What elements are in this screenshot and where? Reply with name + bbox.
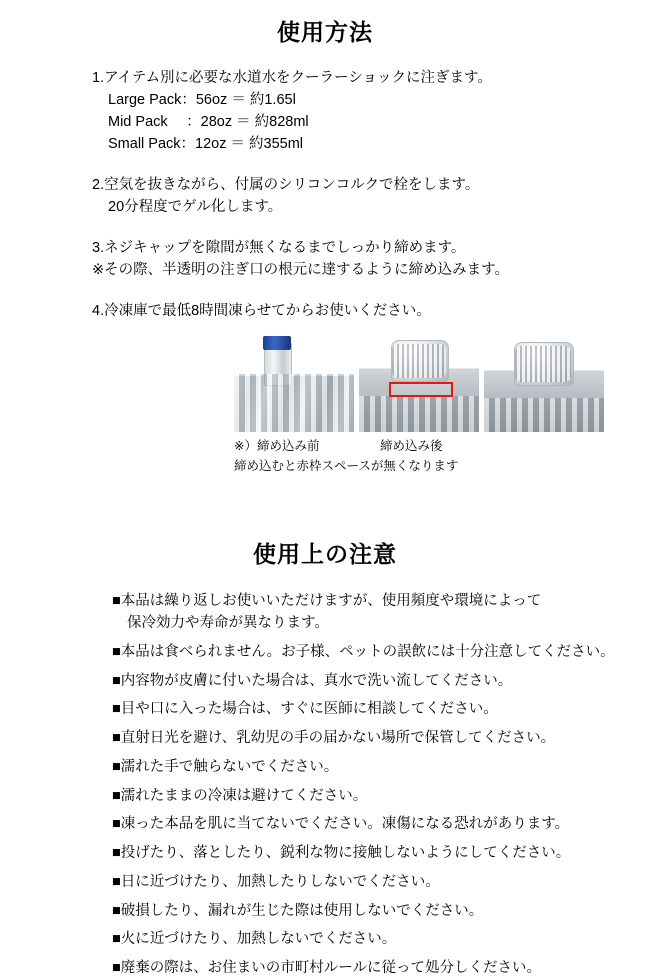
usage-step-1-text: 1.アイテム別に必要な水道水をクーラーショックに注ぎます。 [92,70,492,86]
caution-item [112,872,650,894]
usage-step-3 [92,237,650,282]
photo-1-foil-body [234,374,354,432]
caution-item-line: ■日に近づけたり、加熱したりしないでください。 [112,873,440,890]
spacer-1 [92,160,650,174]
caution-item [112,814,650,836]
caution-item [112,901,650,923]
cautions-list [0,591,650,980]
page-title-cautions: 使用上の注意 [253,541,397,568]
caption-before-tightening: ※）締め込み前 [234,439,320,454]
photo-1-blue-cap [263,336,291,350]
pack-size-mid: Mid Pack ：28oz ＝ 約828ml [108,114,309,131]
photo-3-foil-body [484,398,604,432]
usage-step-4 [92,300,650,322]
caution-item-line: ■濡れたままの冷凍は避けてください。 [112,787,368,804]
caution-item-line: ■本品は繰り返しお使いいただけますが、使用頻度や環境によって [112,593,542,610]
caution-item [112,671,650,693]
caution-item [112,591,650,635]
usage-step-4-text: 4.冷凍庫で最低8時間凍らせてからお使いください。 [92,302,431,319]
instruction-page [0,14,650,977]
usage-step-2-text: 2.空気を抜きながら、付属のシリコンコルクで栓をします。 [92,176,480,193]
caution-item [112,929,650,951]
spacer-3 [92,286,650,300]
caption-after-tightening: 締め込み後 [380,439,443,454]
photo-1-top-area [234,336,354,376]
usage-step-3-note: ※その際、半透明の注ぎ口の根元に達するように締め込みます。 [92,262,509,279]
photo-pouch-blue-cap [234,336,354,432]
caution-item [112,699,650,721]
photo-cap-before-tightening [359,336,479,432]
usage-step-1-sublines [92,90,650,155]
caution-item [112,958,650,980]
caution-item [112,728,650,750]
caution-item-line: ■内容物が皮膚に付いた場合は、真水で洗い流してください。 [112,672,513,689]
spacer-2 [92,223,650,237]
photo-2-cap-ridges [392,344,446,378]
photo-strip [0,336,650,432]
caution-item-line: ■破損したり、漏れが生じた際は使用しないでください。 [112,902,484,919]
caution-item [112,642,650,664]
caution-item-line: ■濡れた手で触らないでください。 [112,758,339,775]
caution-item-line: ■火に近づけたり、加熱しないでください。 [112,931,397,948]
photo-3-cap-ridges [515,346,571,382]
caution-item [112,843,650,865]
caution-item-line: ■本品は食べられません。お子様、ペットの誤飲には十分注意してください。 [112,643,615,660]
photo-2-foil-body [359,396,479,432]
photo-cap-after-tightening [484,336,604,432]
caution-item-line: ■投げたり、落としたり、鋭利な物に接触しないようにしてください。 [112,845,571,862]
usage-step-3-text: 3.ネジキャップを隙間が無くなるまでしっかり締めます。 [92,239,466,256]
caution-item-line: ■直射日光を避け、乳幼児の手の届かない場所で保管してください。 [112,730,556,747]
caution-item-line: ■廃棄の際は、お住まいの市町村ルールに従って処分しください。 [112,960,541,977]
usage-steps-list [0,67,650,322]
caution-item [112,757,650,779]
caution-item-line-cont: 保冷効力や寿命が異なります。 [127,615,329,632]
caption-note: 締め込むと赤枠スペースが無くなります [234,459,459,474]
usage-step-1 [92,67,650,156]
photo-captions [0,436,650,454]
caution-item-line: ■凍った本品を肌に当てないでください。凍傷になる恐れがあります。 [112,816,570,833]
pack-size-small: Small Pack：12oz ＝ 約355ml [108,135,304,152]
usage-step-2-subline-1: 20分程度でゲル化します。 [108,199,283,216]
caution-item-line: ■目や口に入った場合は、すぐに医師に相談してください。 [112,701,498,718]
red-highlight-box [389,382,453,397]
page-title-usage: 使用方法 [277,19,373,45]
pack-size-large: Large Pack：56oz ＝ 約1.65l [108,92,296,109]
caution-item [112,786,650,808]
usage-step-2 [92,174,650,219]
usage-step-2-sublines [92,197,650,219]
